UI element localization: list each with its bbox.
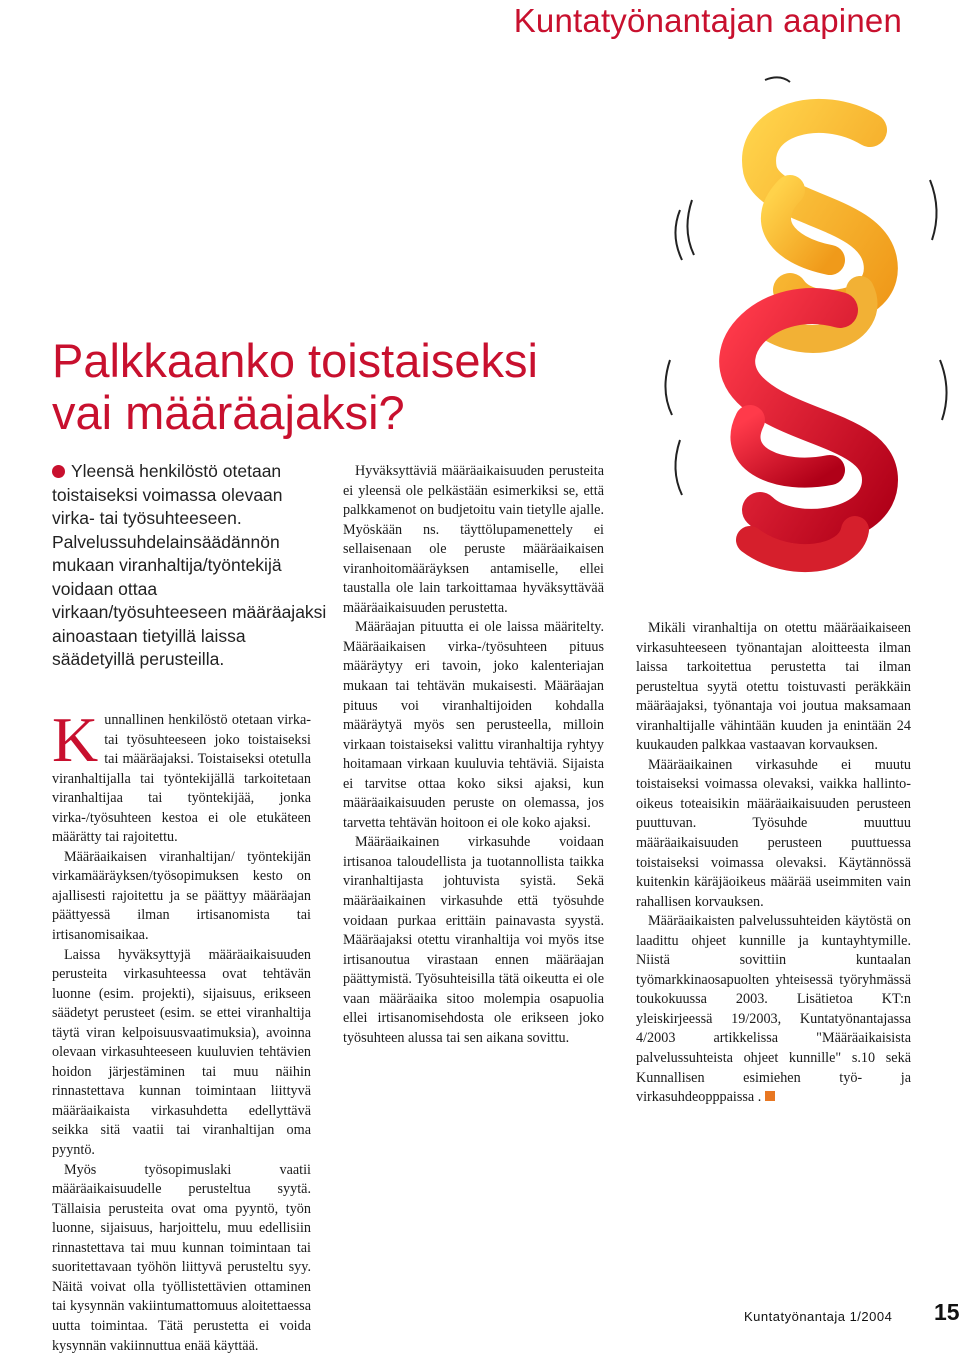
paragraph-4: Myös työsopimuslaki vaatii määräaikaisuudelle perusteltua syytä. Tällaisia perusteita ovat oma pyyntö, työn luonne, sijaisuus, harjoittelu, muu edellisiin rinnastettava tai muu kunnan toimintaan tai suoritettavaan työhön liittyvä perusteltu syy. Näitä voivat olla työllistettävien ottaminen tai kysynnän vakiintumattomuus aloitettaessa uutta toimintaa. Tätä perustetta ei voida kysynnän vakiinnuttua enää käyttää. bbox=[52, 1161, 311, 1354]
body-column-2 bbox=[343, 462, 604, 1048]
page-number: 15 bbox=[934, 1299, 960, 1325]
paragraph-3: Laissa hyväksyttyjä määräaikaisuuden perusteita virkasuhteessa ovat tehtävän luonne (esim. projekti), sijaisuus, erikseen säädetyt perusteet (esim. se ettei viranhaltija täytä viran kelpoisuusvaatimuksia), avoinna olevaan virkasuhteeseen kuuluvien tehtävien hoidon järjestäminen tai muu näihin rinnastettava kunnan toimintaan liittyvä määräaikaista virkasuhdetta edellyttävä seikka sitä vaatii tai viranhaltijan oma pyyntö. bbox=[52, 946, 311, 1159]
article-headline bbox=[52, 335, 672, 439]
drop-cap: K bbox=[52, 704, 99, 775]
paragraph-7: Määräaikainen virkasuhde voidaan irtisanoa taloudellista ja tuotannollista taikka viranhaltijasta johtuvista syistä. Sekä määräaikainen virkasuhde että työsuhde voidaan purkaa erittäin painavasta syystä. Määräajaksi otettu viranhaltija voi myös itse irtisanoutua virastaan ennen määräajan päättymistä. Työsuhteisilla tätä oikeutta ei ole vaan määräaika sitoo molempia osapuolia ellei irtisanomisehdosta ole erikseen joko työsuhteen alussa tai sen aikana sovittu. bbox=[343, 834, 604, 1046]
paragraph-9: Määräaikainen virkasuhde ei muutu toistaiseksi voimassa olevaksi, vaikka hallinto-oikeus toteaisikin määräaikaisuuden perusteen puuttuvan. Työsuhde muuttuu määräaikaisuuden perusteen puuttuessa toistaiseksi voimassa olevaksi. Käytännössä kuitenkin käräjäoikeus määrää useimmiten vain rahallisen korvauksen. bbox=[636, 756, 911, 910]
paragraph-1 bbox=[52, 704, 311, 848]
body-column-1 bbox=[52, 704, 311, 1356]
paragraph-8: Mikäli viranhaltija on otettu määräaikaiseen virkasuhteeseen työnantajan aloitteesta ilman laissa tarkoitettua perustetta tai ilman perusteltua syytä otettu toistuvasti peräkkäin määräajaksi, työnantaja voi joutua maksamaan viranhaltijalle vähintään kuuden ja enintään 24 kuukauden palkkaa vastaavan korvauksen. bbox=[636, 620, 911, 754]
lead-text: Yleensä henkilöstö otetaan toistaiseksi voimassa olevaan virka- tai työsuhteeseen. Palvelussuhdelainsäädännön mukaan viranhaltija/työntekijä voidaan ottaa virkaan/työsuhteeseen määräajaksi ainoastaan tietyillä laissa säädetyillä perusteilla. bbox=[52, 461, 327, 669]
lead-paragraph bbox=[52, 460, 327, 672]
section-title: Kuntatyönantajan aapinen bbox=[513, 2, 902, 39]
paragraph-1-text: unnallinen henkilöstö otetaan virka- tai työsuhteeseen joko toistaiseksi tai määräajaksi. Toistaiseksi otetulla viranhaltijalla tai työntekijällä tarkoitetaan viranhaltijaa tai työntekijää, jonka virka-/työsuhteen kestoa ei ole etukäteen määrätty tai rajoitettu. bbox=[52, 712, 311, 846]
paragraph-6: Määräajan pituutta ei ole laissa määritelty. Määräaikaisen virka-/työsuhteen pituus määräytyy eri tavoin, joko kalenteriajan mukaan tai tehtävän mukaisesti. Määräajan pituus voi viranhaltijoiden kohdalla määräytyä myös sen perusteella, milloin virkaan toistaiseksi valittu viranhaltija ryhtyy hoitamaan virkaan kuuluvia tehtäviä. Sijaista ei tarvitse ottaa koko siksi ajaksi, kun määräaikaisuuden peruste on olemassa, jos tarvetta tehtävän hoitoon ei ole koko ajaksi. bbox=[343, 619, 604, 831]
section-sign-icon bbox=[640, 60, 960, 620]
headline-line-1: Palkkaanko toistaiseksi bbox=[52, 334, 538, 387]
paragraph-10 bbox=[636, 912, 911, 1107]
paragraph-5: Hyväksyttäviä määräaikaisuuden perusteita ei yleensä ole pelkästään esimerkiksi se, että palkkamenot on budjetoitu vain tietylle ajalle. Myöskään ns. täyttölupamenettely ei sellaisenaan ole peruste määräaikaisen viranhoitomääräyksen antamiselle, ellei taustalla ole lain tarkoittamaa hyväksyttävää määräaikaisuuden perustetta. bbox=[343, 463, 604, 616]
bullet-icon bbox=[52, 465, 65, 478]
paragraph-2: Määräaikaisen viranhaltijan/ työntekijän virkamääräyksen/työsopimuksen kesto on ajallisesti rajoitettu ja se päättyy määräajan päättyessä ilman irtisanomista tai irtisanomisaikaa. bbox=[52, 848, 311, 944]
end-mark-icon bbox=[765, 1091, 775, 1101]
paragraph-10-text: Määräaikaisten palvelussuhteiden käytöstä on laadittu ohjeet kunnille ja kuntayhtymille. Niistä sovittiin kuntaalan työmarkkinaosapuolten yhteisessä työryhmässä toukokuussa 2003. Lisätietoa KT:n yleiskirjeessä 19/2003, Kuntatyönantajassa 4/2003 artikkelissa "Määräaikaisista palvelussuhteista ohjeet kunnille" s.10 sekä Kunnallisen esimiehen työ- ja virkasuhdeopppaissa . bbox=[636, 913, 911, 1106]
publication-label: Kuntatyönantaja 1/2004 bbox=[744, 1309, 893, 1324]
body-column-3 bbox=[636, 619, 911, 1108]
headline-line-2: vai määräajaksi? bbox=[52, 386, 405, 439]
